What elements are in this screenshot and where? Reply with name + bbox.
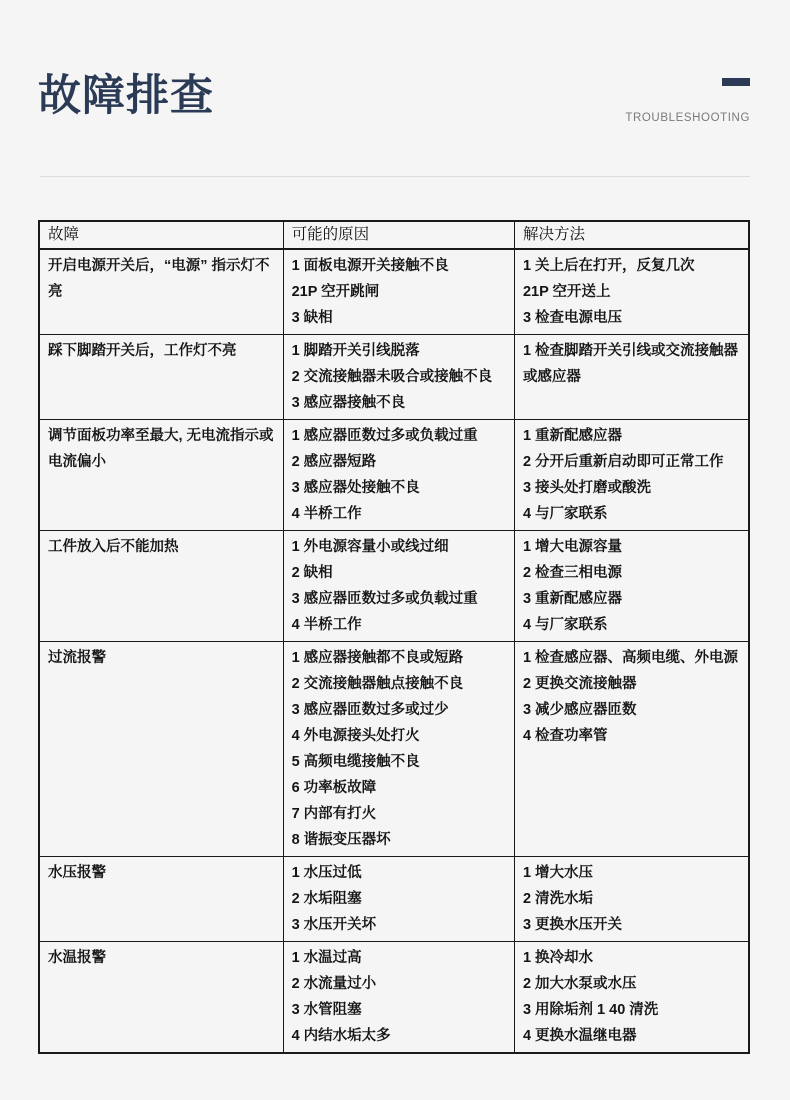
header-cause: 可能的原因	[283, 221, 514, 249]
cause-line: 3 感应器接触不良	[291, 395, 406, 411]
table-row	[39, 857, 749, 942]
table-row	[39, 335, 749, 420]
table-row	[39, 531, 749, 642]
fault-cell	[39, 420, 283, 531]
cause-cell	[283, 249, 514, 335]
cause-line: 2 交流接触器触点接触不良	[291, 676, 464, 692]
solution-line: 3 重新配感应器	[522, 591, 623, 607]
fault-cell	[39, 942, 283, 1054]
cause-cell	[283, 942, 514, 1054]
solution-line: 1 检查脚踏开关引线或交流接触器或感应器	[522, 343, 739, 385]
cause-line: 4 外电源接头处打火	[291, 728, 420, 744]
cause-line: 1 面板电源开关接触不良	[291, 258, 449, 274]
table-header-row	[39, 221, 749, 249]
cause-line: 5 高频电缆接触不良	[291, 754, 420, 770]
solution-line: 4 与厂家联系	[522, 506, 608, 522]
solution-line: 3 检查电源电压	[522, 310, 623, 326]
fault-cell	[39, 249, 283, 335]
solution-cell	[514, 857, 749, 942]
solution-line: 1 换冷却水	[522, 950, 594, 966]
solution-line: 4 更换水温继电器	[522, 1028, 637, 1044]
solution-line: 4 检查功率管	[522, 728, 608, 744]
page-header	[0, 0, 790, 124]
cause-line: 6 功率板故障	[291, 780, 377, 796]
section-divider	[40, 176, 750, 177]
solution-cell	[514, 942, 749, 1054]
solution-line: 3 更换水压开关	[522, 917, 623, 933]
cause-line: 1 感应器接触都不良或短路	[291, 650, 464, 666]
cause-line: 2 感应器短路	[291, 454, 377, 470]
cause-line: 1 感应器匝数过多或负载过重	[291, 428, 478, 444]
cause-line: 8 谐振变压器坏	[291, 832, 391, 848]
table-row	[39, 942, 749, 1054]
cause-line: 21P 空开跳闸	[291, 284, 380, 300]
table-row	[39, 642, 749, 857]
troubleshooting-table	[38, 220, 750, 1054]
table-body	[39, 249, 749, 1053]
cause-line: 2 缺相	[291, 565, 333, 581]
cause-line: 2 交流接触器未吸合或接触不良	[291, 369, 493, 385]
header-fault: 故障	[39, 221, 283, 249]
page-title: 故障排查	[38, 72, 214, 120]
solution-line: 4 与厂家联系	[522, 617, 608, 633]
cause-line: 3 缺相	[291, 310, 333, 326]
fault-text: 水温报警	[48, 950, 106, 966]
solution-line: 21P 空开送上	[522, 284, 611, 300]
solution-line: 3 减少感应器匝数	[522, 702, 637, 718]
solution-line: 2 清洗水垢	[522, 891, 594, 907]
cause-line: 3 感应器匝数过多或负载过重	[291, 591, 478, 607]
cause-line: 3 水管阻塞	[291, 1002, 362, 1018]
fault-text: 开启电源开关后，“电源” 指示灯不亮	[48, 258, 270, 300]
cause-line: 1 外电源容量小或线过细	[291, 539, 449, 555]
solution-line: 2 更换交流接触器	[522, 676, 637, 692]
cause-line: 4 内结水垢太多	[291, 1028, 391, 1044]
header-solution: 解决方法	[514, 221, 749, 249]
cause-line: 4 半桥工作	[291, 617, 362, 633]
cause-line: 4 半桥工作	[291, 506, 362, 522]
cause-line: 3 感应器处接触不良	[291, 480, 420, 496]
cause-line: 1 水压过低	[291, 865, 362, 881]
fault-cell	[39, 857, 283, 942]
fault-text: 调节面板功率至最大, 无电流指示或电流偏小	[48, 428, 274, 470]
solution-line: 1 检查感应器、高频电缆、外电源	[522, 650, 739, 666]
solution-line: 1 增大水压	[522, 865, 594, 881]
fault-text: 过流报警	[48, 650, 106, 666]
cause-cell	[283, 857, 514, 942]
solution-cell	[514, 531, 749, 642]
fault-text: 工件放入后不能加热	[48, 539, 179, 555]
solution-line: 3 用除垢剂 1 40 清洗	[522, 1002, 659, 1018]
solution-line: 3 接头处打磨或酸洗	[522, 480, 652, 496]
fault-cell	[39, 531, 283, 642]
cause-line: 7 内部有打火	[291, 806, 377, 822]
table-row	[39, 249, 749, 335]
table-row	[39, 420, 749, 531]
cause-cell	[283, 642, 514, 857]
solution-cell	[514, 420, 749, 531]
solution-line: 2 分开后重新启动即可正常工作	[522, 454, 724, 470]
solution-line: 1 增大电源容量	[522, 539, 623, 555]
header-right	[625, 70, 750, 124]
fault-cell	[39, 335, 283, 420]
page-subtitle: TROUBLESHOOTING	[625, 112, 750, 124]
cause-cell	[283, 531, 514, 642]
solution-cell	[514, 249, 749, 335]
cause-line: 3 感应器匝数过多或过少	[291, 702, 449, 718]
solution-line: 2 加大水泵或水压	[522, 976, 637, 992]
solution-line: 2 检查三相电源	[522, 565, 623, 581]
solution-cell	[514, 642, 749, 857]
solution-cell	[514, 335, 749, 420]
cause-cell	[283, 335, 514, 420]
cause-cell	[283, 420, 514, 531]
fault-text: 水压报警	[48, 865, 106, 881]
cause-line: 1 水温过高	[291, 950, 362, 966]
accent-bar-icon	[722, 78, 750, 86]
cause-line: 3 水压开关坏	[291, 917, 377, 933]
fault-cell	[39, 642, 283, 857]
table-header	[39, 221, 749, 249]
fault-text: 踩下脚踏开关后，工作灯不亮	[48, 343, 237, 359]
solution-line: 1 重新配感应器	[522, 428, 623, 444]
cause-line: 1 脚踏开关引线脱落	[291, 343, 420, 359]
solution-line: 1 关上后在打开，反复几次	[522, 258, 695, 274]
cause-line: 2 水垢阻塞	[291, 891, 362, 907]
cause-line: 2 水流量过小	[291, 976, 377, 992]
